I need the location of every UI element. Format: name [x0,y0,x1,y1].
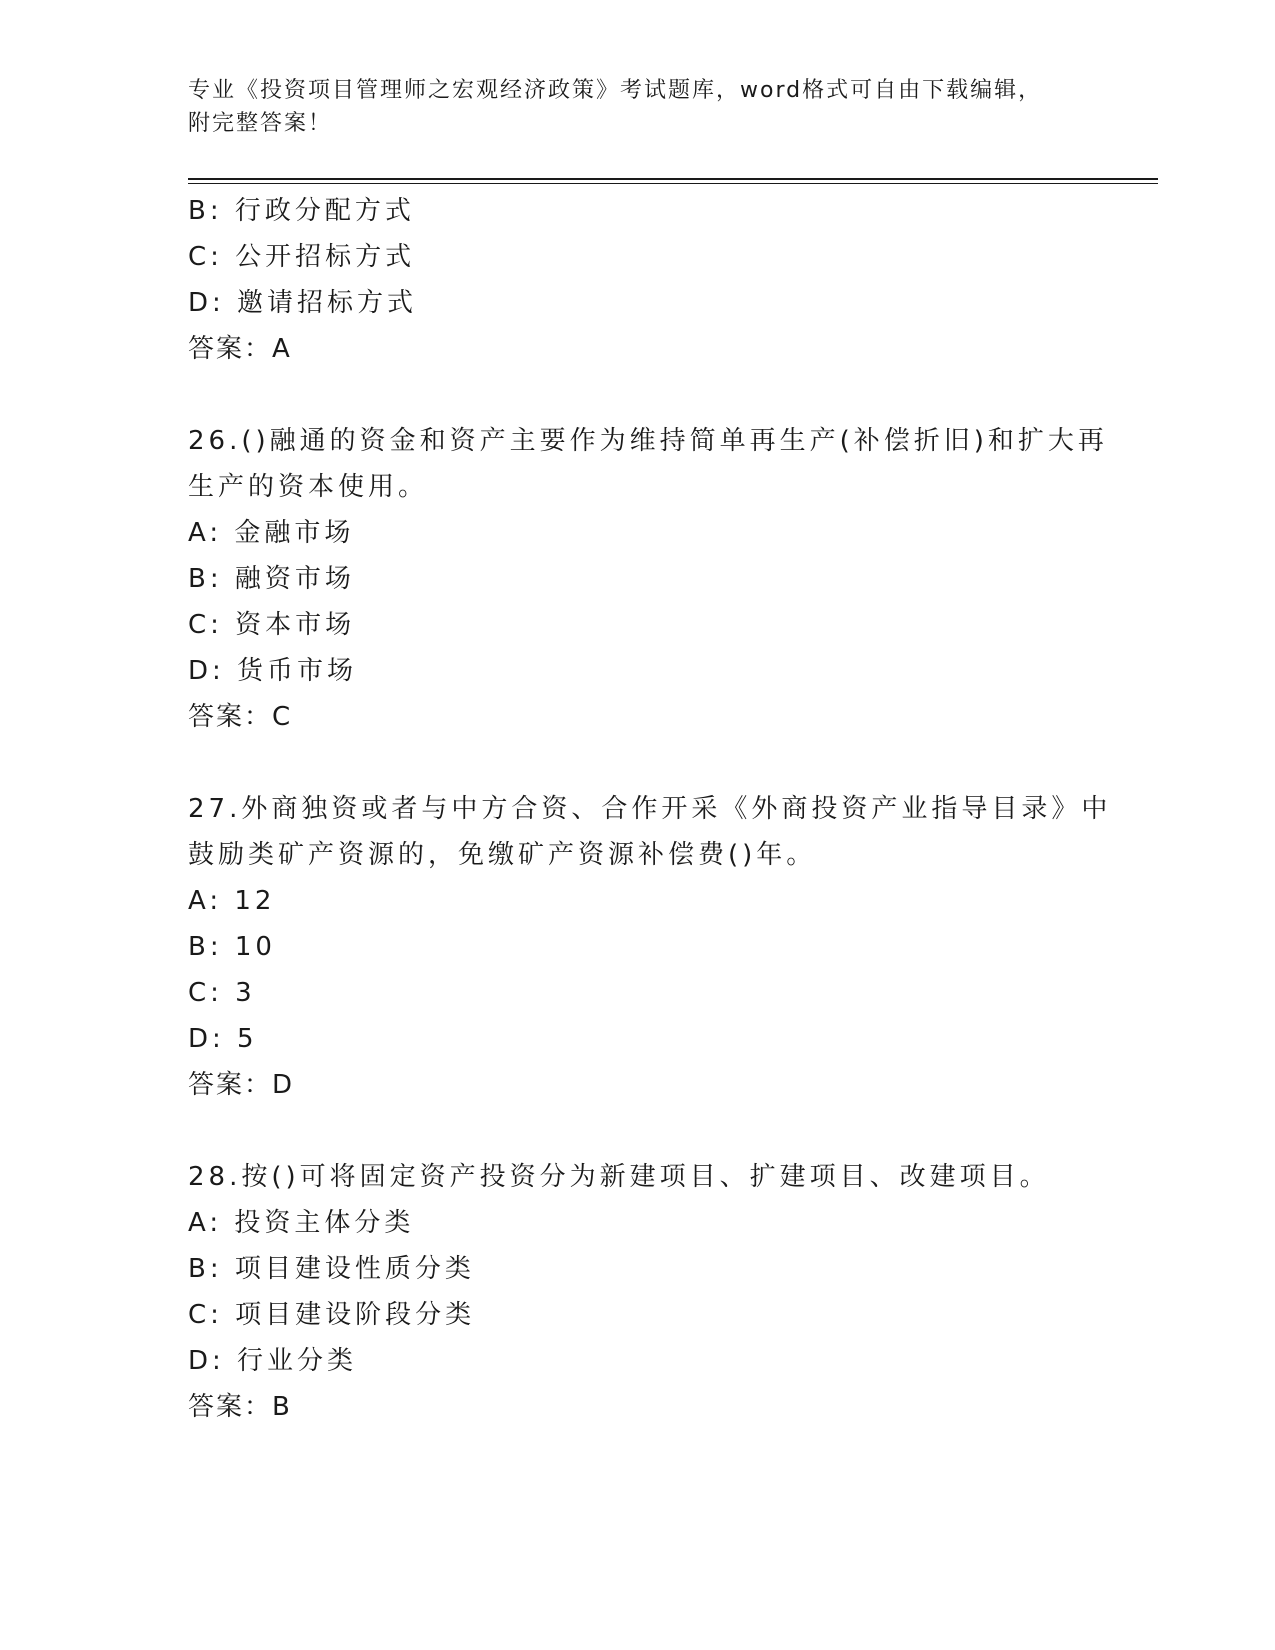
question-text: 鼓励类矿产资源的，免缴矿产资源补偿费()年。 [188,840,817,870]
question-text: 28.按()可将固定资产投资分为新建项目、扩建项目、改建项目。 [188,1162,1050,1192]
option-d: D: 邀请招标方式 [188,288,418,318]
question-text: 生产的资本使用。 [188,472,429,502]
option-d: D: 行业分类 [188,1346,358,1376]
spacer [188,1108,1088,1154]
header-divider-thick [188,178,1158,180]
option-a: A: 金融市场 [188,518,355,548]
option-d: D: 货币市场 [188,656,358,686]
option-b: B: 行政分配方式 [188,196,415,226]
option-b: B: 10 [188,932,276,962]
previous-question-block [188,188,1088,372]
question-text: 27.外商独资或者与中方合资、合作开采《外商投资产业指导目录》中 [188,794,1112,824]
answer: 答案：A [188,334,292,364]
answer: 答案：B [188,1392,292,1422]
option-a: A: 投资主体分类 [188,1208,415,1238]
question-text: 26.()融通的资金和资产主要作为维持简单再生产(补偿折旧)和扩大再 [188,426,1108,456]
option-b: B: 项目建设性质分类 [188,1254,475,1284]
option-b: B: 融资市场 [188,564,355,594]
header-divider-thin [188,183,1158,184]
option-c: C: 公开招标方式 [188,242,416,272]
answer: 答案：C [188,702,293,732]
option-c: C: 项目建设阶段分类 [188,1300,476,1330]
document-header [188,74,1088,140]
header-line-1: 专业《投资项目管理师之宏观经济政策》考试题库，word格式可自由下载编辑， [188,78,1043,103]
option-d: D: 5 [188,1024,258,1054]
question-28 [188,1154,1088,1430]
header-line-2: 附完整答案！ [188,111,333,136]
question-27 [188,786,1112,1108]
answer: 答案：D [188,1070,295,1100]
spacer [188,372,1088,418]
question-content [188,188,1112,1430]
question-26 [188,418,1108,740]
option-a: A: 12 [188,886,276,916]
option-c: C: 资本市场 [188,610,356,640]
option-c: C: 3 [188,978,256,1008]
spacer [188,740,1088,786]
